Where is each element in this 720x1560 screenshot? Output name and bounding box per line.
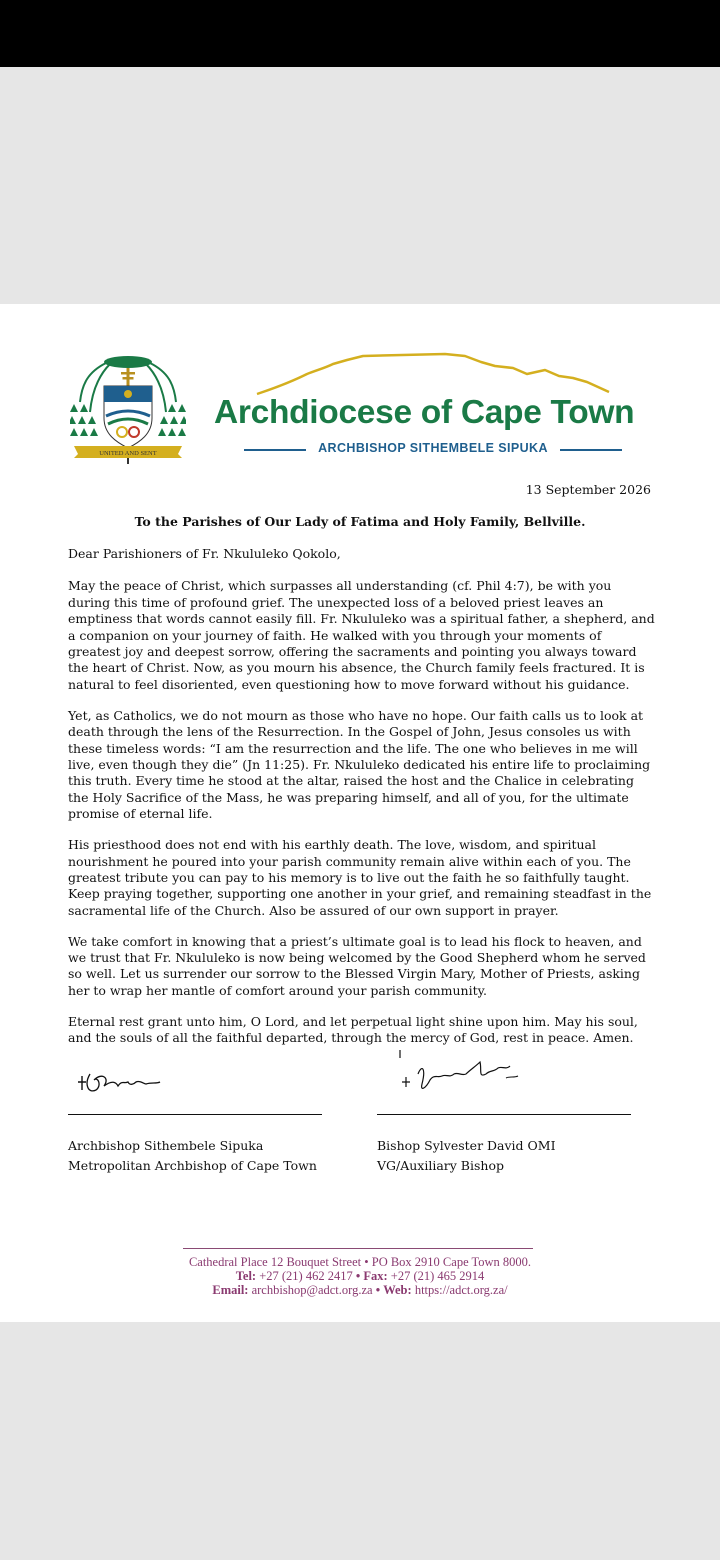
table-mountain-outline-icon bbox=[255, 352, 611, 398]
letter-page bbox=[0, 304, 720, 1322]
paragraph: Eternal rest grant unto him, O Lord, and let perpetual light shine upon him. May his soul, and the souls of all the faithful departed, through the mercy of God, rest in peace. Amen. bbox=[68, 1013, 638, 1046]
letter-date: 13 September 2026 bbox=[525, 482, 651, 497]
signatory-title: VG/Auxiliary Bishop bbox=[377, 1158, 504, 1173]
web-label: Web: bbox=[383, 1283, 412, 1297]
coat-of-arms-icon bbox=[70, 354, 186, 464]
bishop-signature-icon bbox=[396, 1044, 528, 1094]
web-link[interactable]: https://adct.org.za/ bbox=[414, 1283, 508, 1297]
signatory-name: Bishop Sylvester David OMI bbox=[377, 1138, 556, 1153]
tel-label: Tel: bbox=[235, 1269, 257, 1283]
paragraph: Yet, as Catholics, we do not mourn as those who have no hope. Our faith calls us to look at death through the lens of the Resurrection. In the Gospel of John, Jesus consoles us with these timeless words: “I am the resurrection and the life. The one who believes in me will live, even though they die” (Jn 11:25). Fr. Nkululeko dedicated his entire life to proclaiming this truth. Every time he stood at the altar, raised the host and the Chalice in celebrating the Holy Sacrifice of the Mass, he was preparing himself, and all of you, for the ultimate promise of eternal life. bbox=[68, 707, 651, 822]
salutation: Dear Parishioners of Fr. Nkululeko Qokolo, bbox=[68, 546, 341, 561]
fax-label: Fax: bbox=[363, 1269, 388, 1283]
email-link[interactable]: archbishop@adct.org.za bbox=[251, 1283, 373, 1297]
org-name: Archdiocese of Cape Town bbox=[214, 394, 635, 431]
footer-rule bbox=[183, 1248, 533, 1249]
subtitle-rule-left bbox=[244, 449, 306, 451]
footer-separator: • bbox=[355, 1269, 361, 1283]
fax-value: +27 (21) 465 2914 bbox=[390, 1269, 485, 1283]
paragraph: May the peace of Christ, which surpasses all understanding (cf. Phil 4:7), be with you during this time of profound grief. The unexpected loss of a beloved priest leaves an emptiness that words cannot easily fill. Fr. Nkululeko was a spiritual father, a shepherd, and a companion on your journey of faith. He walked with you through your moments of greatest joy and deepest sorrow, offering the sacraments and pointing you always toward the heart of Christ. Now, as you mourn his absence, the Church family feels fractured. It is natural to feel disoriented, even questioning how to move forward without his guidance. bbox=[68, 578, 655, 692]
paragraph: His priesthood does not end with his earthly death. The love, wisdom, and spiritual nourishment he poured into your parish community remain alive within each of you. The greatest tribute you can pay to his memory is to live out the faith he so faithfully taught. Keep praying together, supporting one another in your grief, and remaining steadfast in the sacramental life of the Church. Also be assured of our own support in prayer. bbox=[68, 837, 652, 918]
footer-contact-row bbox=[0, 1283, 720, 1298]
signature-line-left bbox=[68, 1114, 322, 1115]
status-bar bbox=[0, 0, 720, 67]
signature-line-right bbox=[377, 1114, 631, 1115]
footer-address: Cathedral Place 12 Bouquet Street • PO Box 2910 Cape Town 8000. bbox=[188, 1255, 532, 1269]
footer-phone-row bbox=[0, 1269, 720, 1284]
crest-motto: UNITED AND SENT bbox=[99, 450, 157, 457]
letter-heading: To the Parishes of Our Lady of Fatima and Holy Family, Bellville. bbox=[134, 514, 586, 529]
letter-body bbox=[68, 546, 656, 1061]
archbishop-signature-icon bbox=[72, 1062, 168, 1098]
archbishop-subtitle: ARCHBISHOP SITHEMBELE SIPUKA bbox=[318, 441, 548, 455]
email-label: Email: bbox=[212, 1283, 249, 1297]
footer-separator: • bbox=[375, 1283, 381, 1297]
paragraph: We take comfort in knowing that a priest’s ultimate goal is to lead his flock to heaven, and we trust that Fr. Nkululeko is now being welcomed by the Good Shepherd whom he served so well. Let us surrender our sorrow to the Blessed Virgin Mary, Mother of Priests, asking her to wrap her mantle of comfort around your parish community. bbox=[68, 933, 646, 998]
signatory-title: Metropolitan Archbishop of Cape Town bbox=[68, 1158, 317, 1173]
archbishop-subtitle-row bbox=[244, 440, 622, 460]
tel-value: +27 (21) 462 2417 bbox=[259, 1269, 353, 1283]
signatory-name: Archbishop Sithembele Sipuka bbox=[68, 1138, 264, 1153]
subtitle-rule-right bbox=[560, 449, 622, 451]
